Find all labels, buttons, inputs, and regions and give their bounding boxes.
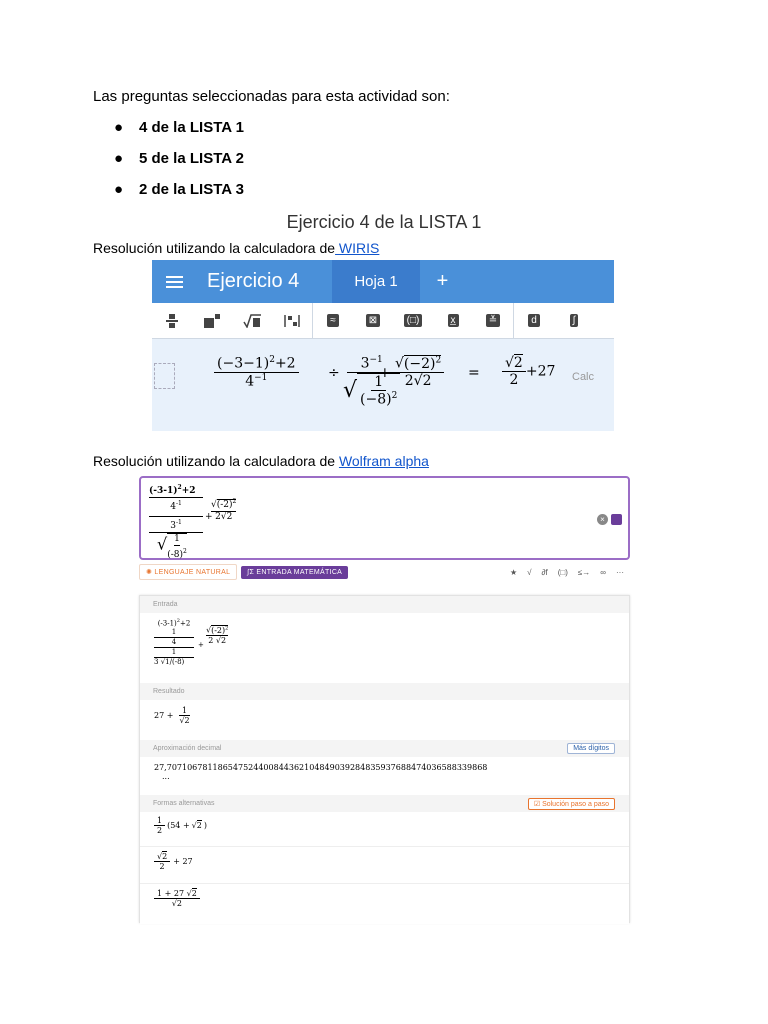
alt-form-1: $\frac{1}{2}$ (54 + √2 ) xyxy=(140,812,629,847)
wiris-formula-area[interactable] xyxy=(152,339,614,431)
list-item-label: 5 de la LISTA 2 xyxy=(139,150,245,167)
equals-sign: = xyxy=(468,365,480,381)
mode-icons xyxy=(510,568,630,577)
format-icon[interactable]: ⊠ xyxy=(353,303,393,339)
step-by-step-button[interactable]: ☑ Solución paso a paso xyxy=(528,798,615,810)
divide-sign: ÷ xyxy=(328,365,340,381)
wolfram-mode-bar xyxy=(139,564,630,580)
derivative-icon[interactable]: d xyxy=(514,303,554,339)
wolfram-line xyxy=(93,453,429,469)
sqrt-icon[interactable] xyxy=(232,303,272,339)
wolfram-link[interactable]: Wolfram alpha xyxy=(338,453,429,469)
inequality-key-icon[interactable]: ≤→ xyxy=(577,567,591,577)
parentheses-icon[interactable]: (□) xyxy=(393,303,433,339)
pod-aprox-body xyxy=(140,757,629,795)
aprox-more: ... xyxy=(162,772,170,781)
pod-entrada-title: Entrada xyxy=(140,596,629,613)
pod-resultado-body: 27 + $\frac{1}{√2}$ xyxy=(140,700,629,740)
exercise-title xyxy=(0,212,768,233)
wiris-line-text: Resolución utilizando la calculadora de xyxy=(93,240,336,256)
wiris-toolbar xyxy=(152,303,614,339)
formula-placeholder[interactable] xyxy=(154,363,175,389)
list-item xyxy=(114,150,244,181)
wiris-header xyxy=(152,260,614,303)
wiris-line xyxy=(93,240,379,256)
term-1: $\frac{(-3-1)^2+2}{4^{-1}}$ xyxy=(214,355,299,389)
simplify-icon[interactable]: ≚ xyxy=(473,303,513,339)
add-sheet-button[interactable]: + xyxy=(436,270,449,292)
exercise-title-text: Ejercicio 4 de la LISTA 1 xyxy=(286,212,482,232)
pod-aprox-title: Aproximación decimal Más dígitos xyxy=(140,740,629,757)
list-item xyxy=(114,119,244,150)
selected-questions-list xyxy=(114,119,244,212)
alt-form-3: $\frac{1 + 27 √2}{√2}$ xyxy=(140,884,629,924)
fraction-icon[interactable] xyxy=(152,303,192,339)
result: $\frac{√2}{2}$ +27 xyxy=(502,355,555,388)
wiris-link[interactable]: WIRIS xyxy=(335,240,380,256)
infinity-key-icon[interactable]: ∞ xyxy=(600,567,606,577)
term-2: $3^{-1}$ √ $\frac{1}{(-8)^2}$ xyxy=(340,355,403,407)
intro-text: Las preguntas seleccionadas para esta actividad son: xyxy=(93,88,450,105)
more-digits-button[interactable]: Más dígitos xyxy=(567,743,615,754)
sqrt-key-icon[interactable]: √ xyxy=(527,567,532,577)
aprox-value: 27,707106781186547524400844362104849039284835937688474036588339868 xyxy=(154,763,488,772)
hamburger-menu-icon[interactable] xyxy=(152,276,192,288)
submit-icon[interactable] xyxy=(611,514,622,525)
tab-hoja-1[interactable]: Hoja 1 xyxy=(332,260,420,303)
pod-resultado-title: Resultado xyxy=(140,683,629,700)
wiris-title: Ejercicio 4 xyxy=(207,270,300,292)
bullet-icon: ● xyxy=(114,150,124,167)
wolfram-input-field[interactable] xyxy=(139,476,630,560)
wolfram-input-formula: $(-3-1)^2+2$ $4^{-1}$ $3^{-1}$ √ $\frac{1}{(-8)^2}$ + $√(-2)^2$ 2√2 xyxy=(149,484,237,560)
pod-alt-title: Formas alternativas ☑ Solución paso a paso xyxy=(140,795,629,812)
mode-natural-language-button[interactable]: ✺ LENGUAJE NATURAL xyxy=(139,564,237,580)
more-icon[interactable]: ··· xyxy=(616,567,624,577)
integral-icon[interactable]: ∫ xyxy=(554,303,594,339)
wolfram-line-text: Resolución utilizando la calculadora de xyxy=(93,453,339,469)
plus-sign: + xyxy=(379,365,391,381)
list-item-label: 2 de la LISTA 3 xyxy=(139,181,245,198)
bullet-icon: ● xyxy=(114,119,124,136)
derivative-key-icon[interactable]: ∂f xyxy=(541,567,548,577)
clear-input-icon[interactable]: × xyxy=(597,514,608,525)
term-3: $\frac{√(-2)^2}{2√2}$ xyxy=(392,355,444,389)
matrix-icon[interactable] xyxy=(272,303,312,339)
approx-icon[interactable]: ≈ xyxy=(313,303,353,339)
wolfram-results xyxy=(139,595,630,923)
bullet-icon: ● xyxy=(114,181,124,198)
solve-icon[interactable]: x̲ xyxy=(433,303,473,339)
mode-math-input-button[interactable]: ∫Σ ENTRADA MATEMÁTICA xyxy=(241,566,348,579)
alt-form-2: $\frac{√2}{2}$ + 27 xyxy=(140,847,629,884)
wiris-calculator xyxy=(152,260,614,431)
power-icon[interactable] xyxy=(192,303,232,339)
parentheses-key-icon[interactable]: (□) xyxy=(557,567,568,577)
pod-entrada-body: $(-3-1)^2+2$ 1 4 1 3 √1/(-8) + $√(-2)^2$ 2 √2 xyxy=(140,613,629,683)
list-item-label: 4 de la LISTA 1 xyxy=(139,119,245,136)
calc-button[interactable]: Calc xyxy=(572,371,595,383)
star-icon[interactable]: ★ xyxy=(509,567,518,577)
list-item xyxy=(114,181,244,212)
